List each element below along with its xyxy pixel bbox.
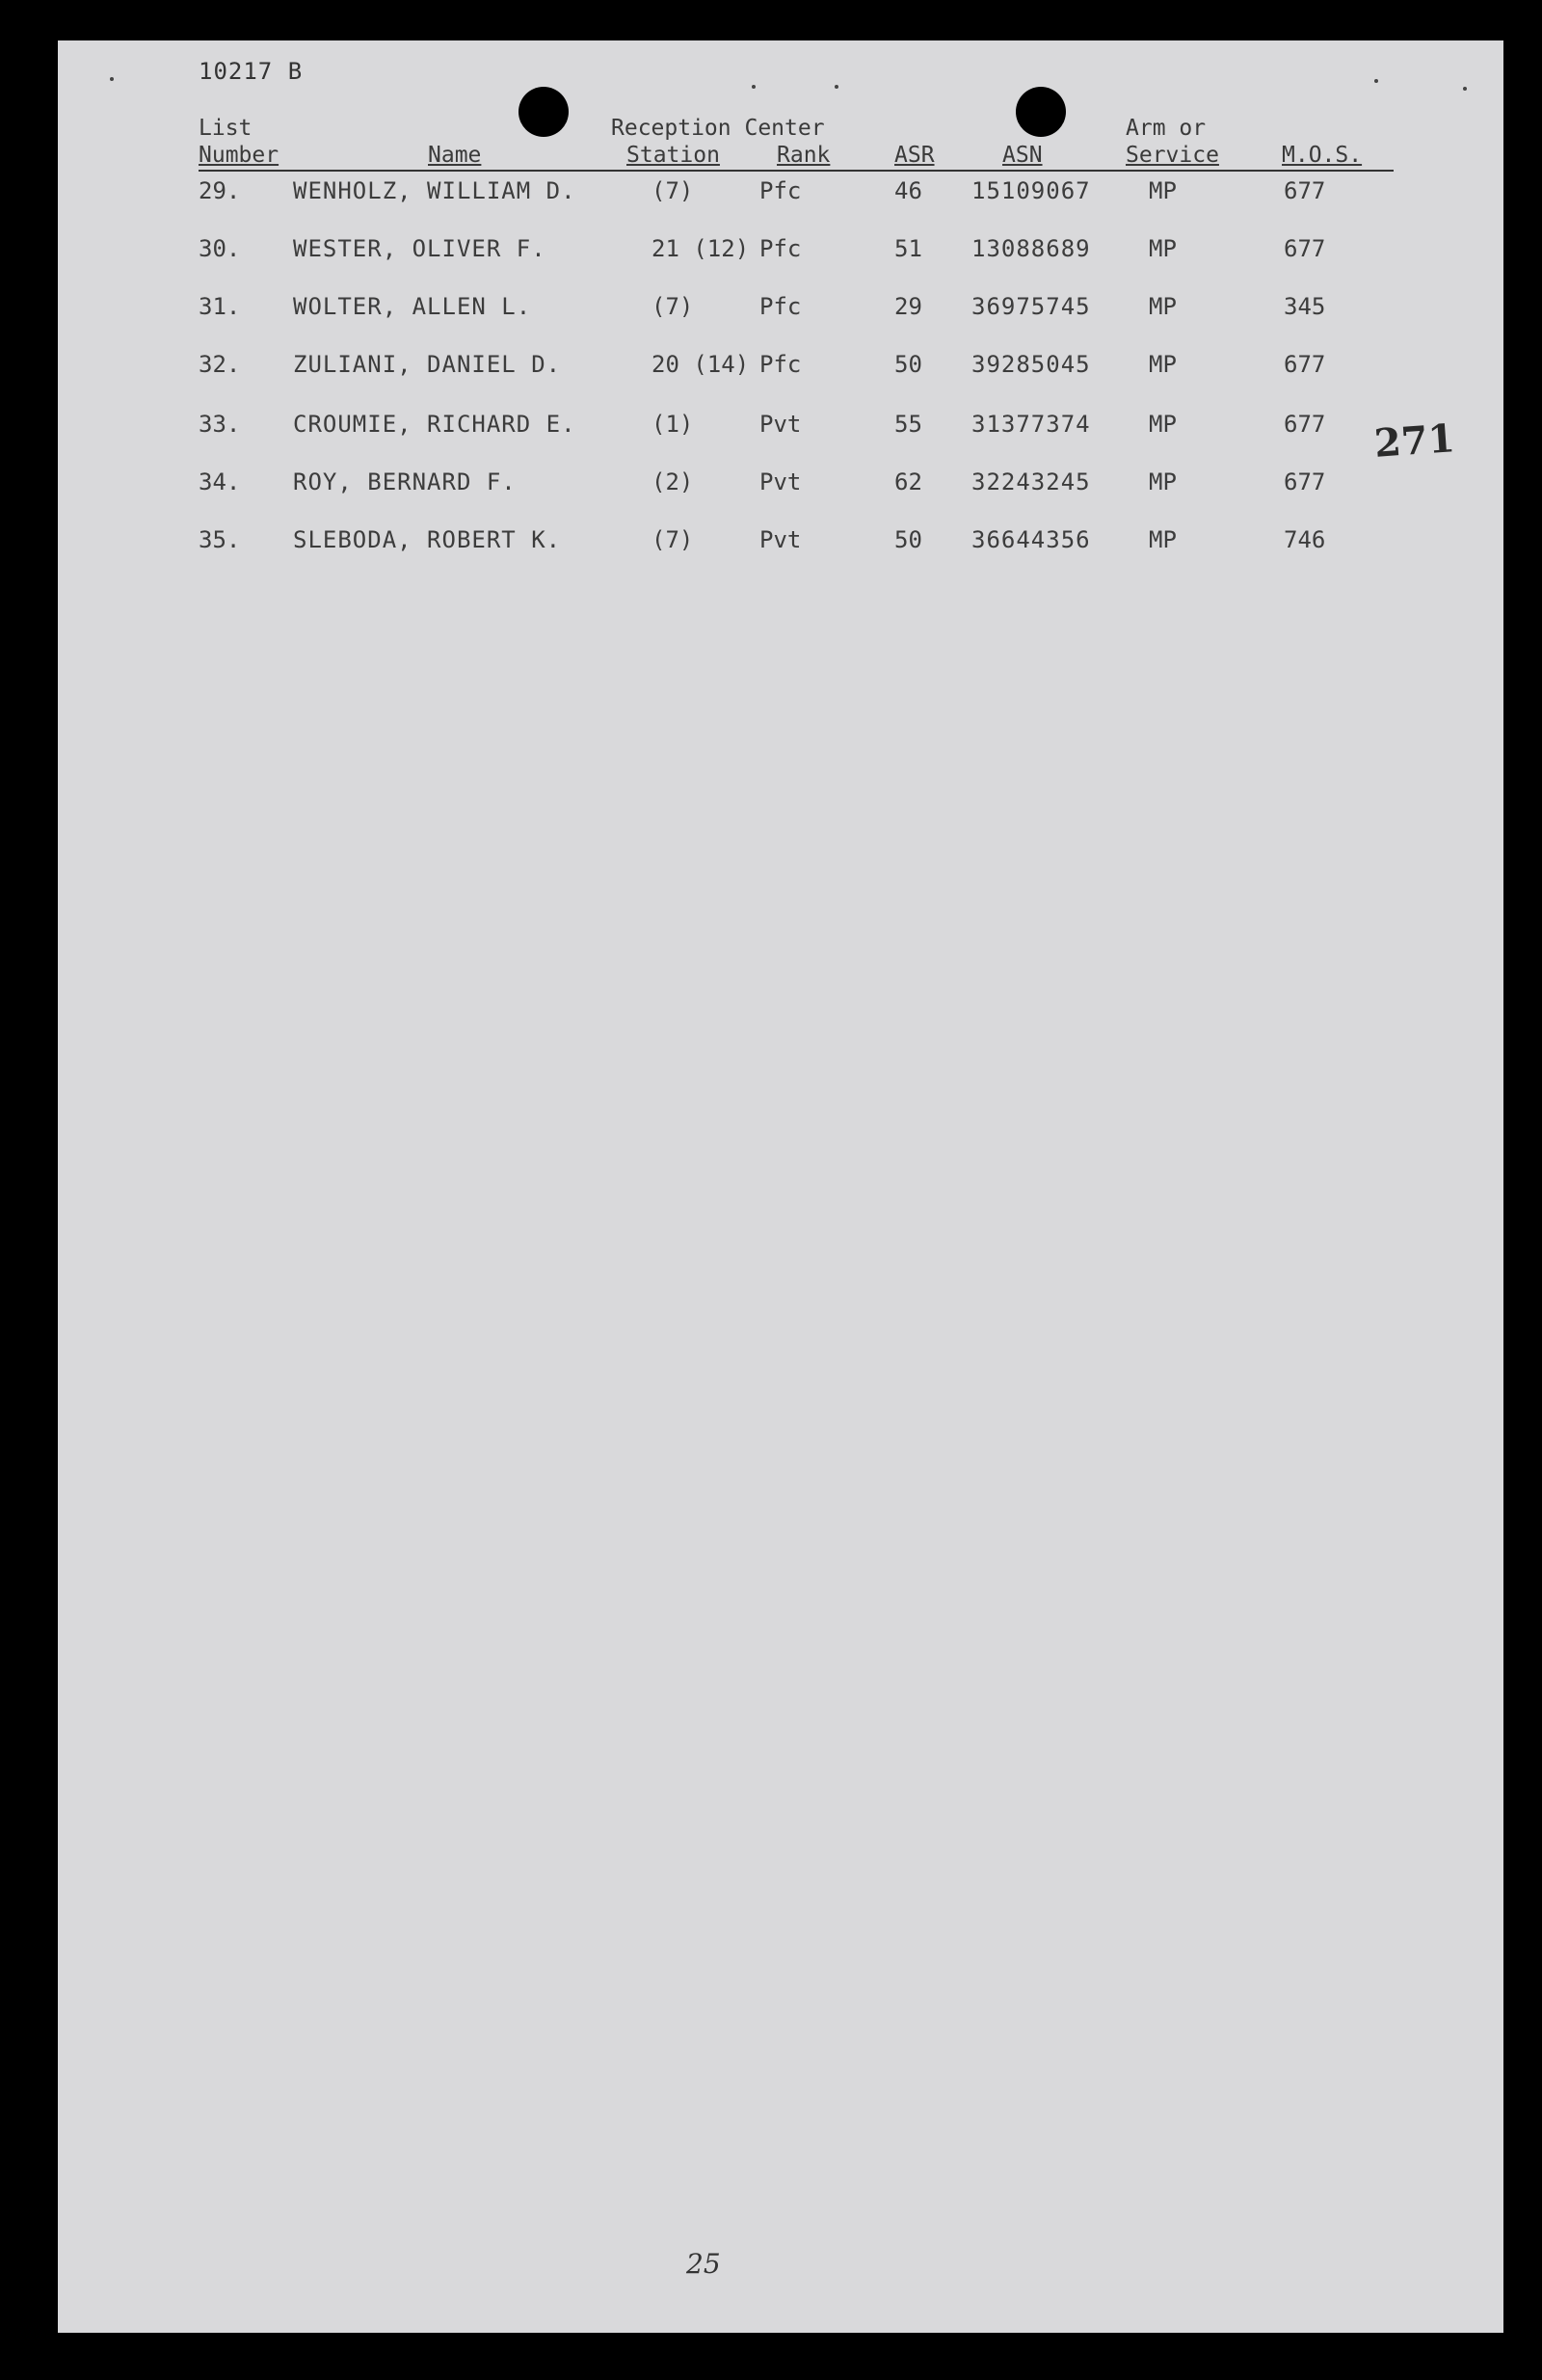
table-row [58, 293, 1503, 332]
header-arm-or: Arm or [1126, 116, 1207, 141]
list-number: 32. [199, 351, 241, 378]
soldier-name: ROY, BERNARD F. [293, 468, 517, 495]
asn: 36975745 [971, 293, 1091, 320]
header-station: Station [626, 143, 720, 168]
mos-code: 677 [1284, 411, 1326, 438]
header-reception-center: Reception Center [611, 116, 825, 141]
arm-or-service: MP [1149, 235, 1177, 262]
asr-score: 55 [894, 411, 922, 438]
reception-station: (1) [651, 411, 694, 438]
asr-score: 50 [894, 351, 922, 378]
mos-code: 677 [1284, 351, 1326, 378]
document-id: 10217 B [199, 58, 304, 85]
header-rank: Rank [777, 143, 831, 168]
mos-code: 677 [1284, 177, 1326, 204]
rank: Pvt [759, 468, 802, 495]
rank: Pfc [759, 293, 802, 320]
asn: 32243245 [971, 468, 1091, 495]
arm-or-service: MP [1149, 468, 1177, 495]
mos-code: 677 [1284, 235, 1326, 262]
reception-station: 20 (14) [651, 351, 750, 378]
punch-hole-right [1016, 87, 1066, 137]
soldier-name: WENHOLZ, WILLIAM D. [293, 177, 576, 204]
mos-code: 746 [1284, 526, 1326, 553]
list-number: 29. [199, 177, 241, 204]
table-row [58, 177, 1503, 216]
asr-score: 51 [894, 235, 922, 262]
arm-or-service: MP [1149, 177, 1177, 204]
rank: Pfc [759, 235, 802, 262]
arm-or-service: MP [1149, 293, 1177, 320]
rank: Pfc [759, 177, 802, 204]
table-row [58, 526, 1503, 565]
soldier-name: ZULIANI, DANIEL D. [293, 351, 562, 378]
ink-speck [752, 85, 756, 89]
asr-score: 50 [894, 526, 922, 553]
list-number: 35. [199, 526, 241, 553]
header-name: Name [428, 143, 482, 168]
asn: 15109067 [971, 177, 1091, 204]
mos-code: 677 [1284, 468, 1326, 495]
ink-speck [835, 85, 838, 89]
asr-score: 29 [894, 293, 922, 320]
header-service: Service [1126, 143, 1219, 168]
list-number: 33. [199, 411, 241, 438]
document-page [58, 40, 1503, 2333]
arm-or-service: MP [1149, 526, 1177, 553]
asn: 31377374 [971, 411, 1091, 438]
table-row [58, 411, 1503, 449]
asr-score: 62 [894, 468, 922, 495]
header-mos: M.O.S. [1282, 143, 1363, 168]
soldier-name: WESTER, OLIVER F. [293, 235, 546, 262]
soldier-name: WOLTER, ALLEN L. [293, 293, 532, 320]
list-number: 34. [199, 468, 241, 495]
reception-station: 21 (12) [651, 235, 750, 262]
reception-station: (7) [651, 293, 694, 320]
reception-station: (2) [651, 468, 694, 495]
asn: 39285045 [971, 351, 1091, 378]
reception-station: (7) [651, 177, 694, 204]
table-row [58, 235, 1503, 274]
asr-score: 46 [894, 177, 922, 204]
arm-or-service: MP [1149, 351, 1177, 378]
header-rule [199, 170, 1394, 172]
table-row [58, 351, 1503, 389]
table-row [58, 468, 1503, 507]
ink-speck [1374, 79, 1378, 83]
mos-code: 345 [1284, 293, 1326, 320]
asn: 36644356 [971, 526, 1091, 553]
reception-station: (7) [651, 526, 694, 553]
header-asn: ASN [1002, 143, 1043, 168]
punch-hole-left [518, 87, 569, 137]
rank: Pvt [759, 411, 802, 438]
ink-speck [1463, 87, 1467, 91]
soldier-name: CROUMIE, RICHARD E. [293, 411, 576, 438]
asn: 13088689 [971, 235, 1091, 262]
rank: Pfc [759, 351, 802, 378]
handwritten-margin-note: 271 [1372, 415, 1457, 467]
list-number: 30. [199, 235, 241, 262]
arm-or-service: MP [1149, 411, 1177, 438]
header-asr: ASR [894, 143, 935, 168]
list-number: 31. [199, 293, 241, 320]
soldier-name: SLEBODA, ROBERT K. [293, 526, 562, 553]
rank: Pvt [759, 526, 802, 553]
header-list: List [199, 116, 253, 141]
ink-speck [110, 77, 114, 81]
page-number-mark: 25 [686, 2248, 721, 2280]
header-number: Number [199, 143, 279, 168]
